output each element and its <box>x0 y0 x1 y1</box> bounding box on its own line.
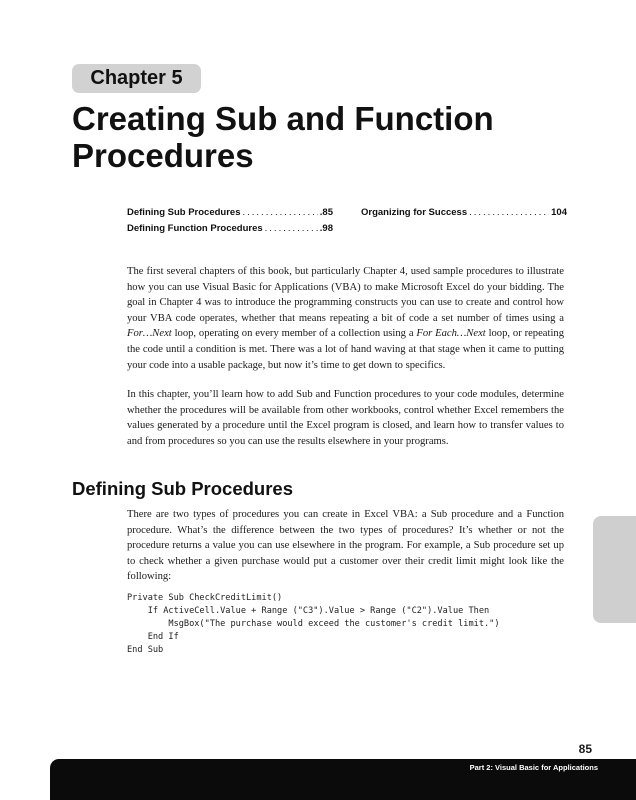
toc-column-left <box>127 205 333 237</box>
footer-bar <box>50 759 636 800</box>
toc-column-right <box>361 205 567 221</box>
toc-dot-leader <box>469 205 549 221</box>
code-line: MsgBox("The purchase would exceed the customer's credit limit.") <box>127 619 500 629</box>
section-paragraph: There are two types of procedures you can create in Excel VBA: a Sub procedure and a Function procedure. What’s the difference between the two types of procedures? It’s whether or not the procedure returns a value you can use elsewhere in the program. For example, a Sub procedure set up to check whether a given purchase would put a customer over their credit limit might look like the following: <box>127 509 564 583</box>
code-line: End Sub <box>127 645 164 655</box>
toc-entry-label: Defining Function Procedures <box>127 223 263 234</box>
chapter-label: Chapter 5 <box>72 64 201 93</box>
part-label: Part 2: Visual Basic for Applications <box>469 763 598 772</box>
chapter-title: Creating Sub and Function Procedures <box>72 100 494 174</box>
page-number: 85 <box>578 742 592 756</box>
toc-entry <box>361 205 567 221</box>
toc-entry-page: 104 <box>551 207 567 218</box>
code-line: If ActiveCell.Value + Range ("C3").Value > Range ("C2").Value Then <box>127 606 490 616</box>
toc-entry-label: Organizing for Success <box>361 207 468 218</box>
section-heading: Defining Sub Procedures <box>72 478 294 499</box>
toc-entry <box>127 205 333 221</box>
code-listing <box>127 592 500 657</box>
intro-paragraph-1: The first several chapters of this book, but particularly Chapter 4, used sample procedures to illustrate how you can use Visual Basic for Applications (VBA) to make Microsoft Excel do your bidding. The goal in Chapter 4 was to introduce the programming constructs you can use to create and control how your VBA code operates, whether that means repeating a bit of code a set number of times using a For…Next loop, operating on every member of a collection using a For Each…Next loop, or repeating the code until a condition is met. There was a lot of hand waving at that stage when it came to putting your code into a usable package, but now it’s time to get down to specifics. <box>127 266 564 371</box>
thumb-tab <box>593 516 636 623</box>
code-line: Private Sub CheckCreditLimit() <box>127 593 283 603</box>
toc-dot-leader <box>265 221 318 237</box>
toc-entry <box>127 221 333 237</box>
code-line: End If <box>127 632 179 642</box>
toc-entry-page: .98 <box>319 223 333 234</box>
toc-entry-page: .85 <box>319 207 333 218</box>
intro-paragraph-2: In this chapter, you’ll learn how to add Sub and Function procedures to your code modules, determine whether the procedures will be available from other workbooks, control whether Excel remembers the values generated by a procedure until the Excel program is closed, and learn how to transfer values to and from procedures so you can use the results elsewhere in your programs. <box>127 389 564 447</box>
toc-dot-leader <box>243 205 318 221</box>
toc-entry-label: Defining Sub Procedures <box>127 207 241 218</box>
